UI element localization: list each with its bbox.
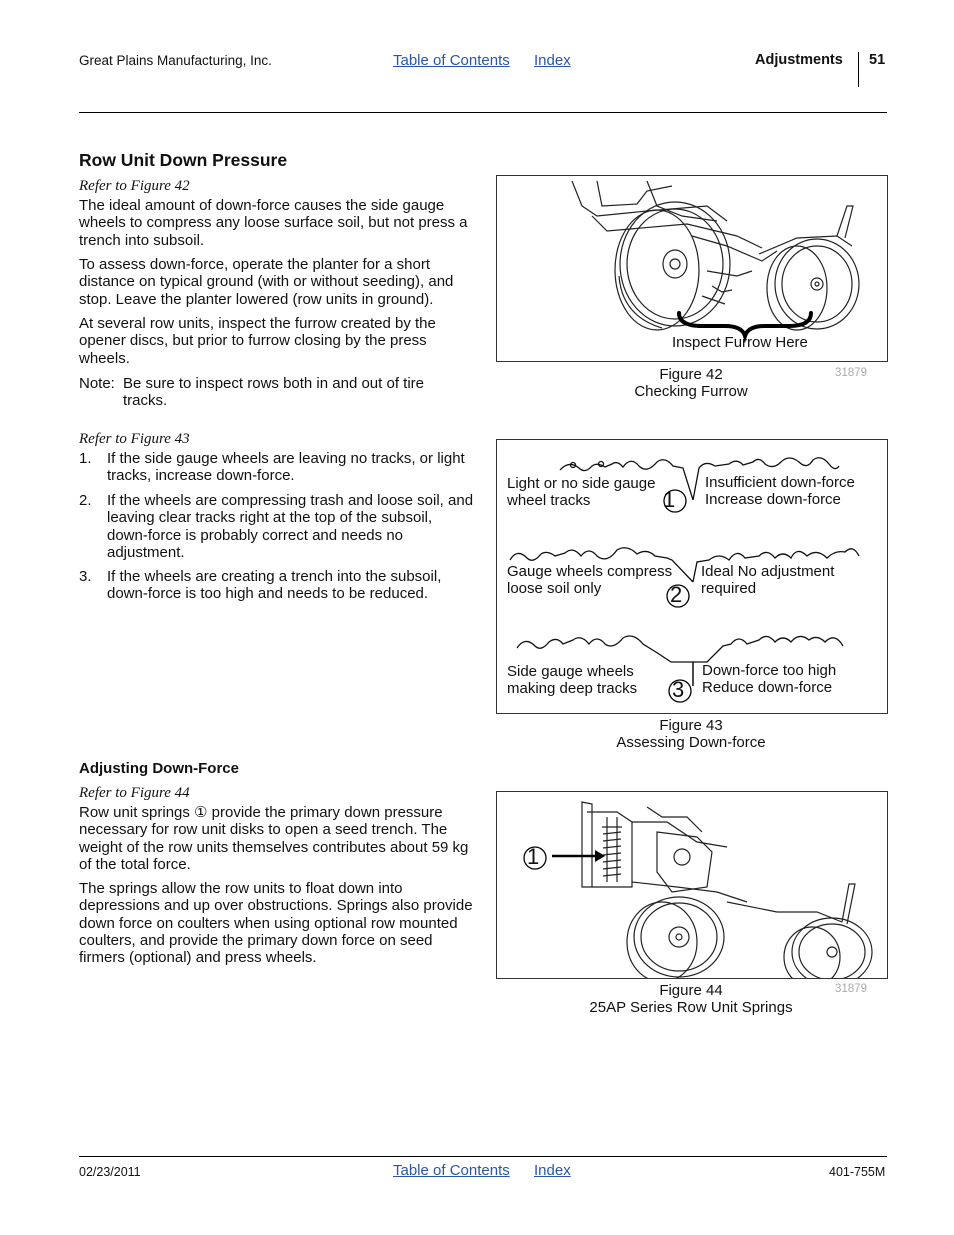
figure-43-assessing-down-force — [496, 439, 888, 714]
callout-circle — [665, 583, 691, 609]
figure-number: Figure 44 — [659, 982, 723, 999]
paragraph: The ideal amount of down-force causes the side gauge wheels to compress any loose surface soil, but not press a trench into subsoil. — [79, 197, 468, 249]
paragraph: To assess down-force, operate the planter for a short distance on typical ground (with or without seeding), and stop. Leave the planter lowered (row units in ground). — [79, 256, 454, 308]
index-link[interactable]: Index — [534, 52, 571, 69]
toc-link[interactable]: Table of Contents — [393, 52, 510, 69]
light-tracks-label: Light or no side gauge wheel tracks — [507, 475, 656, 510]
figure-44-row-unit-springs — [496, 791, 888, 979]
row-unit-springs-drawing — [497, 792, 887, 978]
footer-date: 02/23/2011 — [79, 1165, 141, 1179]
list-text: If the side gauge wheels are leaving no tracks, or light tracks, increase down-force. — [107, 450, 465, 485]
paragraph: The springs allow the row units to float down into depressions and up over obstructions. Springs also provide down force on coulters when using optional row mounted coulters, and provide the primary down force on seed firmers (optional) and press wheels. — [79, 880, 473, 967]
footer-rule — [79, 1156, 887, 1157]
figure-number: Figure 43 — [659, 717, 723, 734]
callout-1: 1 — [527, 844, 540, 869]
header-rule — [79, 112, 887, 113]
footer-toc-link[interactable]: Table of Contents — [393, 1162, 510, 1179]
no-adjustment-label: Ideal No adjustment required — [701, 563, 835, 598]
list-text: If the wheels are creating a trench into the subsoil, down-force is too high and needs to be reduced. — [107, 568, 442, 603]
ideal-tracks-label: Gauge wheels compress loose soil only — [507, 563, 673, 598]
list-number: 3. — [79, 568, 92, 585]
company-name: Great Plains Manufacturing, Inc. — [79, 53, 272, 68]
header-divider — [858, 52, 859, 87]
subsection-title: Adjusting Down-Force — [79, 760, 239, 777]
figure-reference[interactable]: Refer to Figure 42 — [79, 178, 190, 194]
figure-42-checking-furrow — [496, 175, 888, 362]
paragraph: At several row units, inspect the furrow created by the opener discs, but prior to furrow closing by the press wheels. — [79, 315, 436, 367]
figure-title: Checking Furrow — [634, 383, 748, 401]
page-number: 51 — [869, 52, 886, 68]
doc-number: 401-755M — [829, 1165, 886, 1179]
figure-number: Figure 42 — [659, 366, 723, 383]
note-label: Note: — [79, 375, 115, 392]
figure-caption — [496, 366, 886, 401]
list-item — [79, 492, 474, 562]
note-text: Be sure to inspect rows both in and out of tire tracks. — [123, 375, 425, 410]
section-title: Row Unit Down Pressure — [79, 150, 288, 170]
callout-circle — [667, 678, 693, 704]
deep-tracks-label: Side gauge wheels making deep tracks — [507, 663, 638, 698]
reduce-down-force-label: Down-force too high Reduce down-force — [702, 662, 837, 697]
figure-title: 25AP Series Row Unit Springs — [589, 999, 793, 1017]
list-text: If the wheels are compressing trash and loose soil, and leaving clear tracks right at the top of the subsoil, down-force is probably correct and needs no adjustment. — [107, 492, 474, 561]
image-id: 31879 — [835, 367, 867, 379]
paragraph: Row unit springs ① provide the primary down pressure necessary for row unit disks to open a seed trench. The weight of the row units themselves contributes about 59 kg of the total force. — [79, 804, 469, 873]
list-number: 1. — [79, 450, 92, 467]
figure-caption — [496, 982, 886, 1017]
callout-3: 3 — [672, 677, 685, 702]
callout-circle — [662, 488, 688, 514]
list-number: 2. — [79, 492, 92, 509]
inspect-furrow-label: Inspect Furrow Here — [672, 334, 808, 351]
callout-2: 2 — [670, 582, 683, 607]
list-item — [79, 568, 474, 604]
figure-reference[interactable]: Refer to Figure 44 — [79, 785, 190, 801]
footer-index-link[interactable]: Index — [534, 1162, 571, 1179]
increase-down-force-label: Insufficient down-force Increase down-force — [705, 474, 855, 509]
section-name: Adjustments — [755, 52, 843, 68]
figure-reference[interactable]: Refer to Figure 43 — [79, 431, 190, 447]
callout-1: 1 — [663, 487, 676, 512]
figure-caption — [496, 717, 886, 752]
callout-circle — [522, 845, 548, 871]
figure-title: Assessing Down-force — [616, 734, 766, 752]
list-item — [79, 450, 474, 486]
image-id: 31879 — [835, 983, 867, 995]
